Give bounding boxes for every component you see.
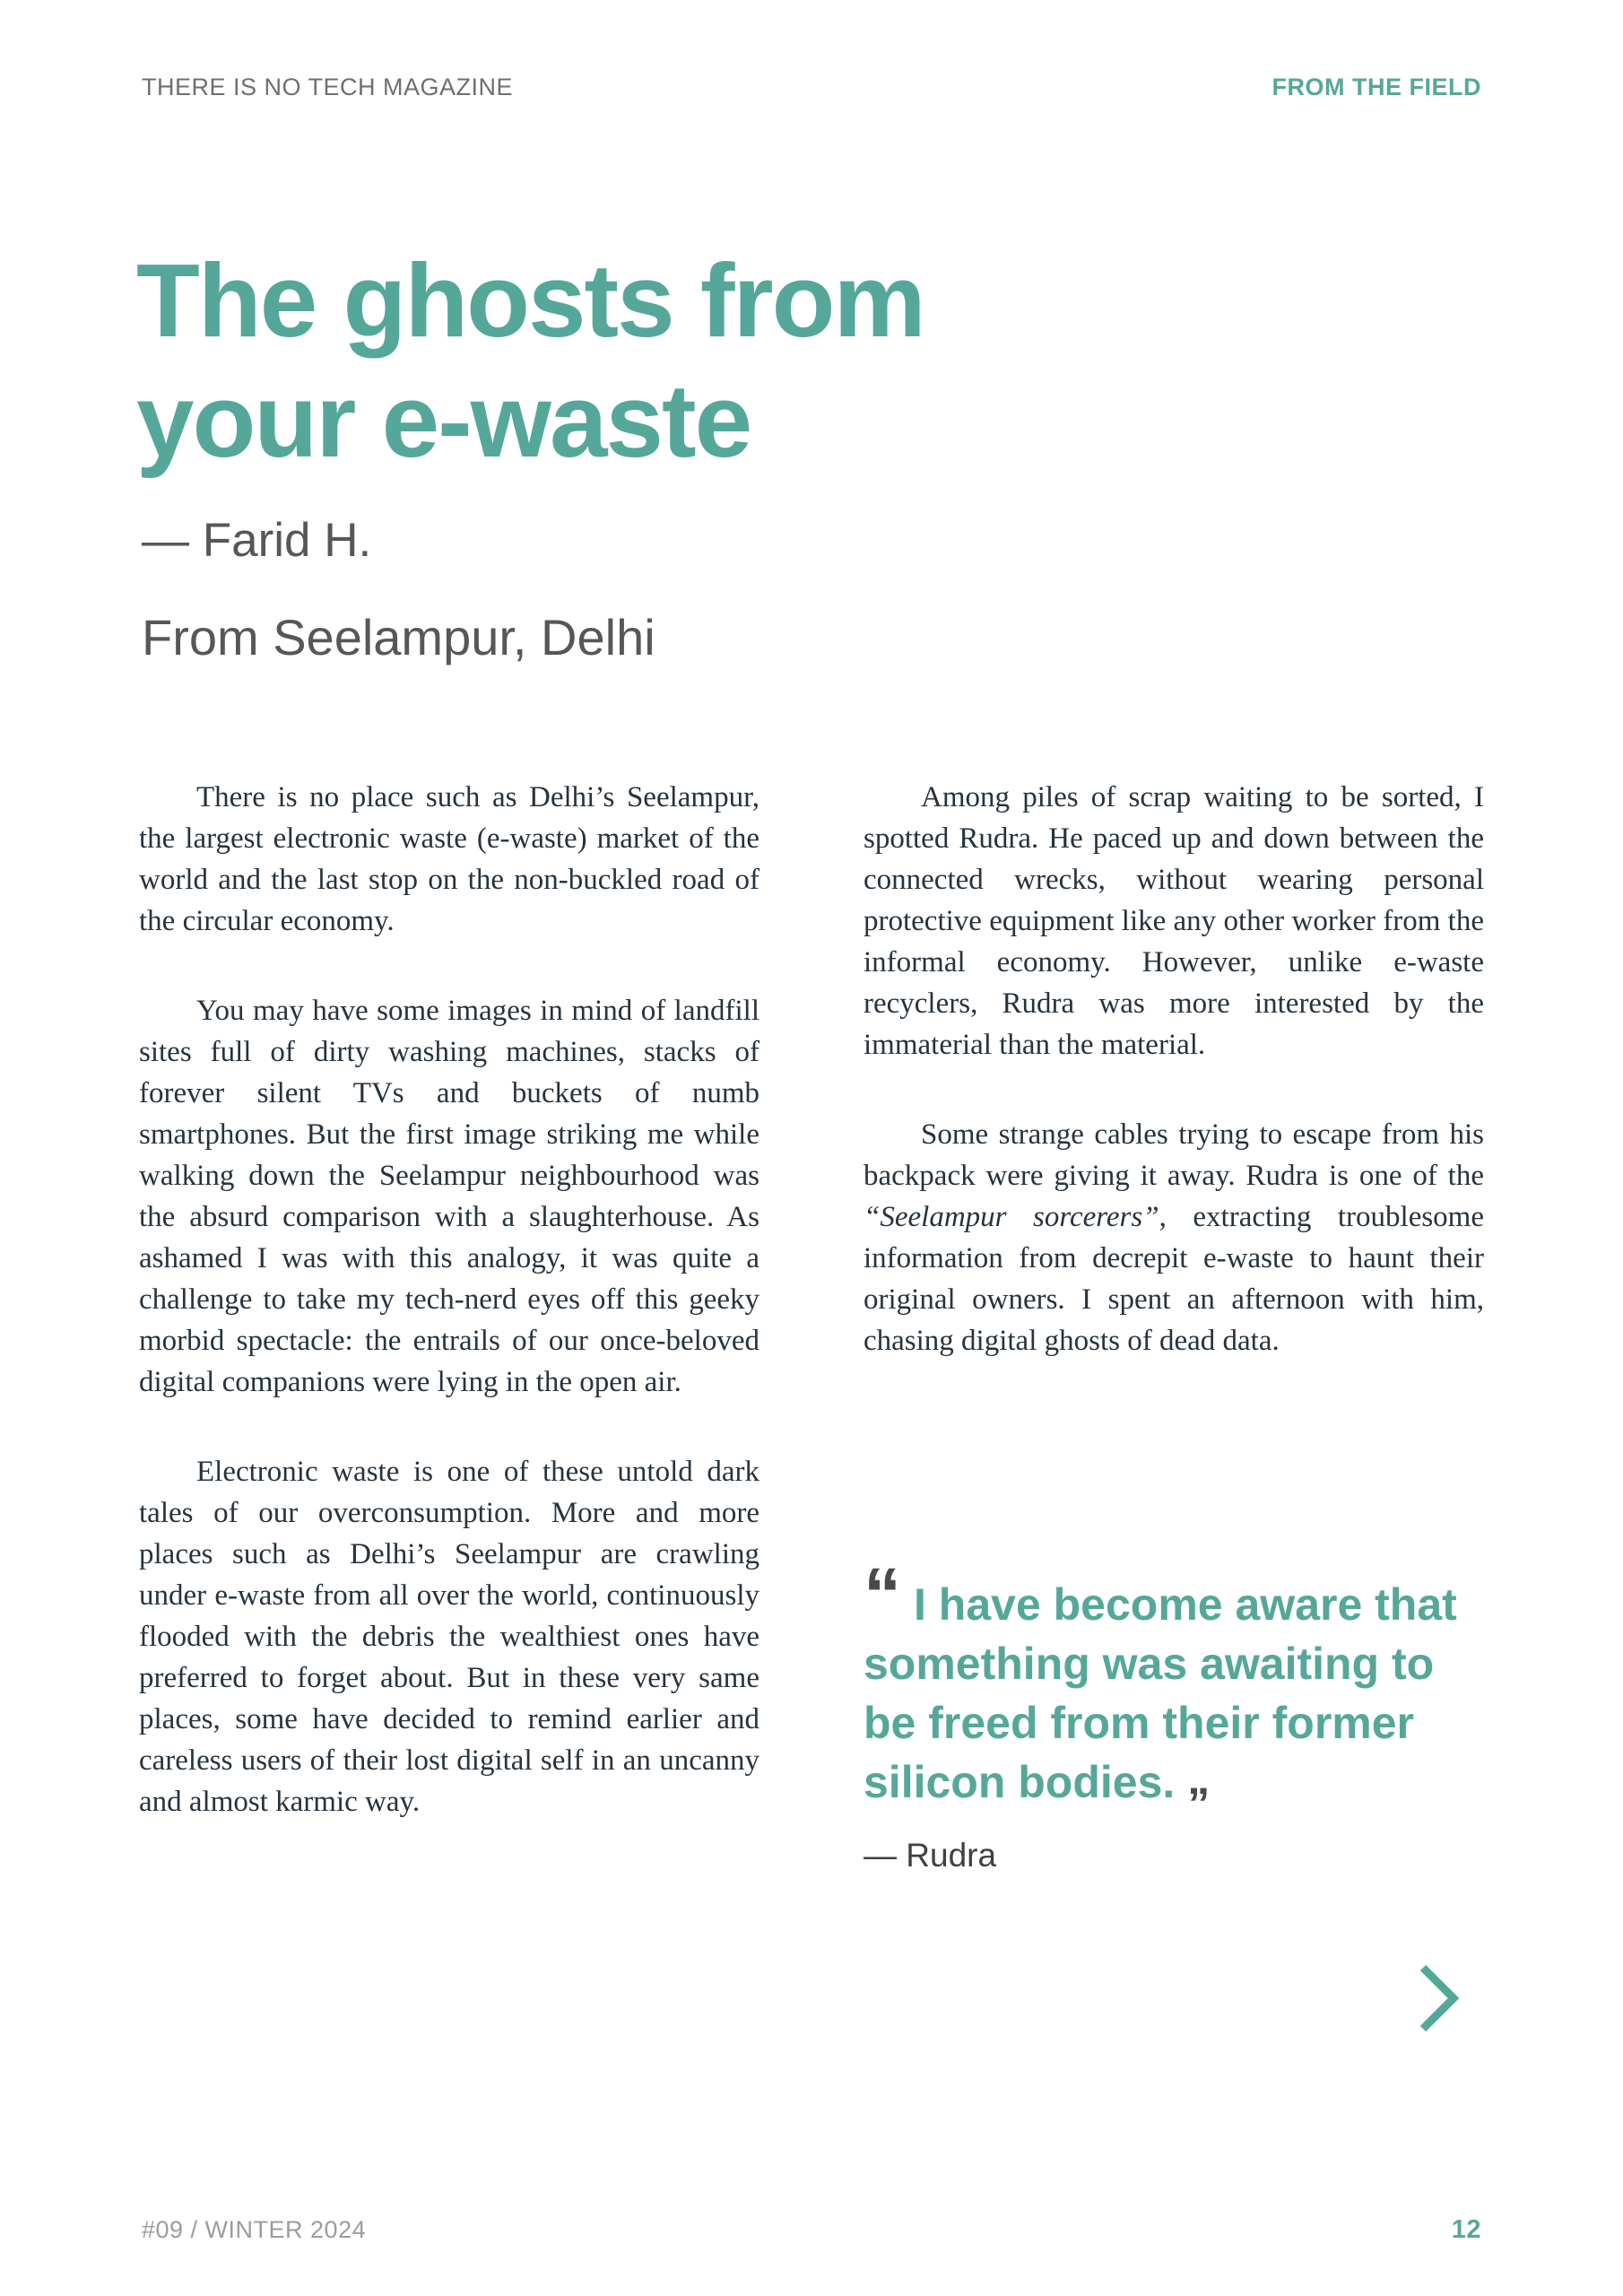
open-quote-icon: “	[864, 1552, 901, 1637]
article-title-line-2: your e-waste	[136, 362, 751, 479]
quote-attribution: — Rudra	[864, 1837, 997, 1874]
next-page-button[interactable]	[1413, 1961, 1463, 2036]
deck-location: From Seelampur, Delhi	[142, 609, 655, 665]
chevron-right-icon	[1417, 1963, 1460, 2033]
pull-quote	[864, 1552, 1518, 1874]
article-title	[136, 240, 924, 481]
paragraph-sorcerers-post: , extracting troublesome information from decrepit e-waste to haunt their original owners. I spent an afternoon with him, chasing digital ghosts of dead data.	[864, 1201, 1484, 1357]
section-label: FROM THE FIELD	[1271, 74, 1481, 100]
paragraph-sorcerers-italic: “Seelampur sorcerers”	[864, 1201, 1159, 1233]
byline: — Farid H.	[142, 514, 372, 567]
pull-quote-line: be freed from their former	[864, 1698, 1415, 1748]
pull-quote-line: I have become aware that	[914, 1579, 1457, 1630]
paragraph-rudra: Among piles of scrap waiting to be sorted, I spotted Rudra. He paced up and down between the connected wrecks, without wearing personal protective equipment like any other worker from the informal economy. However, unlike e-waste recyclers, Rudra was more interested by the immaterial than the material.	[864, 781, 1484, 1061]
paragraph-dark-tales: Electronic waste is one of these untold dark tales of our overconsumption. More and more places such as Delhi’s Seelampur are crawling under e-waste from all over the world, continuously flooded with the debris the wealthiest ones have preferred to forget about. But in these very same places, some have decided to remind earlier and careless users of their lost digital self in an uncanny and almost karmic way.	[139, 1456, 759, 1818]
paragraph-intro: There is no place such as Delhi’s Seelampur, the largest electronic waste (e-waste) market of the world and the last stop on the non-buckled road of the circular economy.	[139, 781, 759, 937]
pull-quote-line	[864, 1752, 1518, 1812]
magazine-name: THERE IS NO TECH MAGAZINE	[142, 74, 514, 100]
issue-label: #09 / WINTER 2024	[142, 2216, 367, 2243]
running-footer	[142, 2215, 1481, 2245]
paragraph-images: You may have some images in mind of landfill sites full of dirty washing machines, stacks of forever silent TVs and buckets of numb smartphones. But the first image striking me while walking down the Seelampur neighbourhood was the absurd comparison with a slaughterhouse. As ashamed I was with this analogy, it was quite a challenge to take my tech-nerd eyes off this geeky morbid spectacle: the entrails of our once-beloved digital companions were lying in the open air.	[139, 995, 759, 1398]
pull-quote-line: something was awaiting to	[864, 1639, 1435, 1689]
pull-quote-line-text: silicon bodies.	[864, 1757, 1176, 1807]
column-left	[139, 777, 759, 1871]
close-quote-icon: „	[1187, 1753, 1211, 1804]
article-title-line-1: The ghosts from	[136, 242, 924, 359]
column-right	[864, 777, 1484, 1410]
running-header	[142, 74, 1481, 101]
paragraph-sorcerers-pre: Some strange cables trying to escape from his backpack were giving it away. Rudra is one of the	[864, 1118, 1484, 1192]
page-number: 12	[1451, 2215, 1481, 2244]
paragraph-sorcerers	[864, 1114, 1484, 1361]
